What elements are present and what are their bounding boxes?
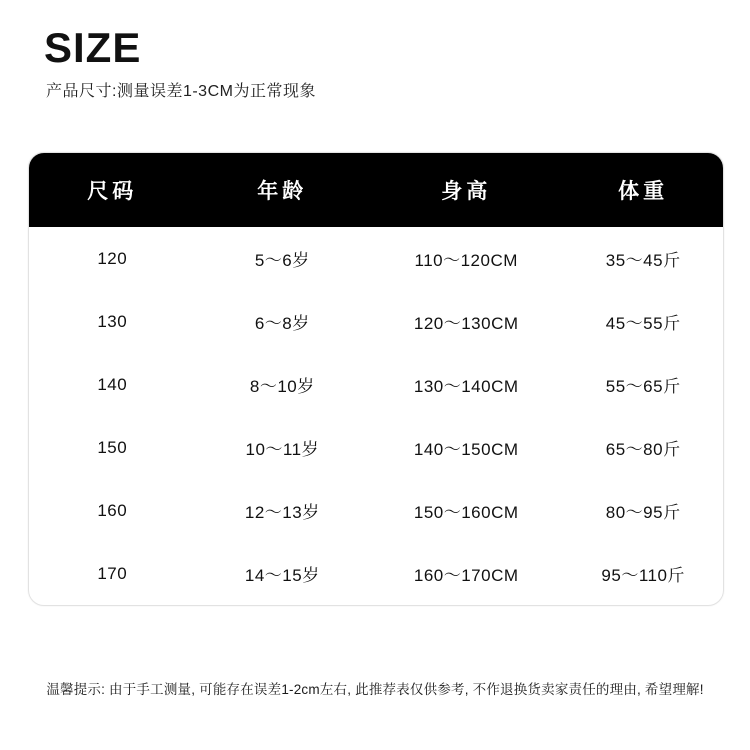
page-subtitle: 产品尺寸:测量误差1-3CM为正常现象 xyxy=(46,83,316,101)
cell-size: 130 xyxy=(97,311,128,331)
table-header-row xyxy=(29,153,723,227)
page-title: SIZE xyxy=(44,24,142,71)
cell-height: 110～120CM xyxy=(414,251,518,270)
table-row xyxy=(29,479,723,542)
cell-size: 140 xyxy=(97,374,128,394)
size-table xyxy=(29,153,723,605)
size-table-header xyxy=(29,153,723,227)
cell-size: 160 xyxy=(97,500,128,520)
table-row xyxy=(29,227,723,290)
cell-weight: 35～45斤 xyxy=(605,251,681,270)
column-header-height: 身高 xyxy=(441,180,492,203)
cell-height: 160～170CM xyxy=(413,566,519,585)
column-header-age: 年龄 xyxy=(257,180,308,203)
cell-height: 140～150CM xyxy=(413,440,519,459)
cell-height: 130～140CM xyxy=(413,377,519,396)
cell-weight: 55～65斤 xyxy=(605,377,681,396)
page-header xyxy=(0,0,750,101)
cell-height: 150～160CM xyxy=(413,503,519,522)
size-table-body xyxy=(29,227,723,605)
column-header-size: 尺码 xyxy=(87,180,138,203)
cell-weight: 65～80斤 xyxy=(605,440,681,459)
cell-age: 12～13岁 xyxy=(244,503,320,522)
table-row xyxy=(29,542,723,605)
cell-size: 120 xyxy=(97,248,128,268)
table-row xyxy=(29,353,723,416)
cell-age: 8～10岁 xyxy=(249,377,315,396)
cell-weight: 45～55斤 xyxy=(605,314,681,333)
cell-weight: 80～95斤 xyxy=(605,503,681,522)
cell-age: 6～8岁 xyxy=(254,314,310,333)
cell-size: 170 xyxy=(97,563,128,583)
table-row xyxy=(29,416,723,479)
table-row xyxy=(29,290,723,353)
footer-note: 温馨提示: 由于手工测量, 可能存在误差1-2cm左右, 此推荐表仅供参考, 不作退换货卖家责任的理由, 希望理解! xyxy=(46,682,704,697)
cell-height: 120～130CM xyxy=(413,314,519,333)
size-table-container xyxy=(28,152,724,606)
cell-age: 5～6岁 xyxy=(254,251,310,270)
cell-weight: 95～110斤 xyxy=(601,566,685,585)
cell-age: 10～11岁 xyxy=(245,440,320,459)
cell-age: 14～15岁 xyxy=(244,566,320,585)
cell-size: 150 xyxy=(97,437,128,457)
column-header-weight: 体重 xyxy=(618,180,669,203)
